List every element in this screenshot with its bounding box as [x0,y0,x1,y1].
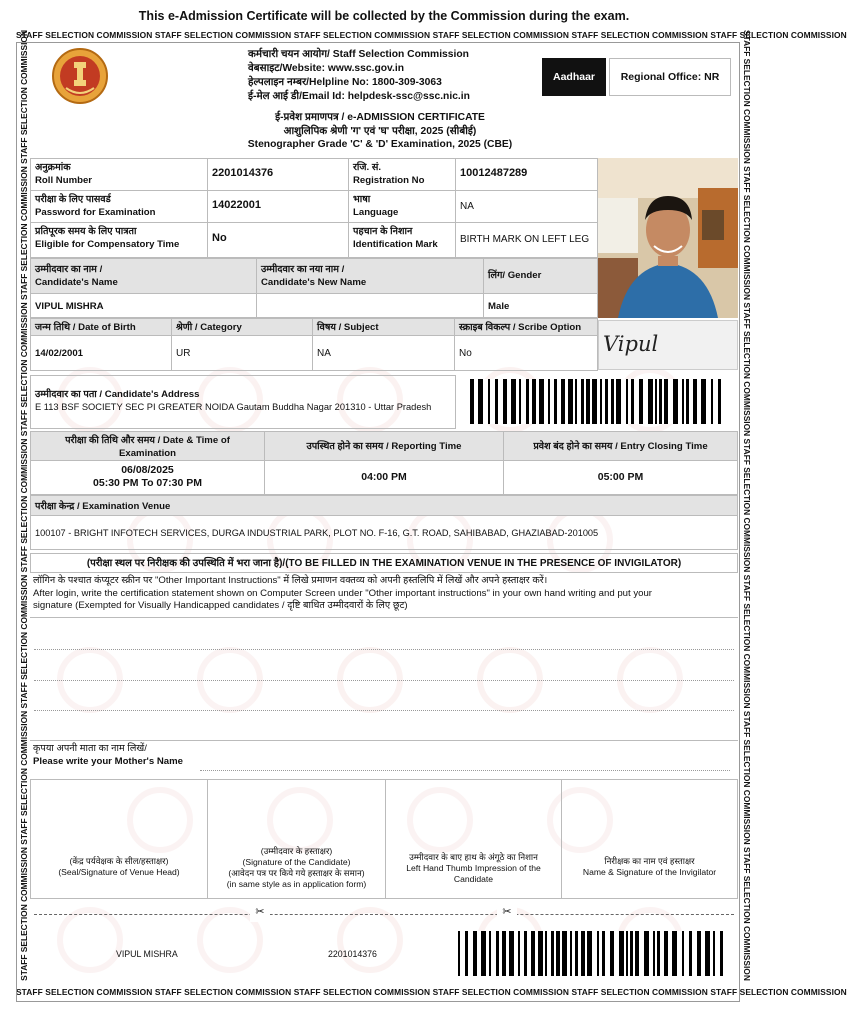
venue-value: 100107 - BRIGHT INFOTECH SERVICES, DURGA INDUSTRIAL PARK, PLOT NO. F-16, G.T. ROAD, SAHIBABAD, GHAZIABAD-201005 [35,528,599,538]
candidate-name-value: VIPUL MISHRA [35,301,104,312]
lang-label-cell [348,190,456,223]
category-value-cell [171,335,313,371]
comp-label-cell [30,222,208,258]
roll-label-hi: अनुक्रमांक [35,162,71,173]
comp-value-cell [207,222,349,258]
venue-label-cell [30,495,738,516]
reporting-time-value: 04:00 PM [361,471,407,483]
regional-office-box [609,58,731,96]
date-time-label: परीक्षा की तिथि और समय / Date & Time of Examination [65,435,230,459]
title-line-3: Stenographer Grade 'C' & 'D' Examination, 2025 (CBE) [247,139,513,150]
instruction-hi: लॉगिन के पश्चात कंप्यूटर स्क्रीन पर "Other Important Instructions" में लिखे प्रमाणन वक्तव्य को अपनी हस्तलिपि में लिखें और अपने हस्ताक्षर करें। [33,575,548,586]
barcode-top [470,379,726,424]
cand-sign-hi-2: (आवेदन पत्र पर किये गये हस्ताक्षर के समान) [228,868,365,878]
instruction-block [33,575,733,613]
invigilator-heading: (परीक्षा स्थल पर निरीक्षक की उपस्थिति में भरा जाना है)/(TO BE FILLED IN THE EXAMINATION VENUE IN THE PRESENCE OF INVIGILATOR) [86,558,682,569]
scissors-icon: ✂ [250,906,270,922]
title-line-1: ई-प्रवेश प्रमाणपत्र / e-ADMISSION CERTIFICATE [275,112,485,123]
address-cell [30,375,456,429]
thumb-label-hi: उम्मीदवार के बाए हाथ के अंगूठे का निशान [409,852,538,862]
subject-label-cell [312,318,455,336]
roll-label-cell [30,158,208,191]
dob-value: 14/02/2001 [35,348,84,359]
venue-value-cell [30,515,738,550]
reg-label-en: Registration No [353,175,425,186]
compensatory-time-value: No [212,232,227,244]
barcode-bottom [458,931,726,976]
newname-label-hi: उम्मीदवार का नया नाम / [261,264,345,275]
idmark-value-cell [455,222,598,258]
gender-label: लिंग/ Gender [488,270,542,281]
newname-label-en: Candidate's New Name [261,277,367,288]
cand-sign-hi: (उम्मीदवार के हस्ताक्षर) [260,846,333,856]
registration-no-value: 10012487289 [460,167,528,179]
venue-head-seal-box [30,779,208,899]
seal-label-hi: (केंद्र पर्यवेक्षक के सील/हस्ताक्षर) [69,856,169,866]
reporting-value-cell [264,460,504,495]
gender-value-cell [483,293,598,318]
rule-line [30,740,738,741]
date-time-label-cell [30,431,265,461]
category-value: UR [176,348,191,359]
candidate-signature-box [207,779,386,899]
comp-label-hi: प्रतिपूरक समय के लिए पात्रता [35,226,137,237]
writing-line-1 [34,649,734,650]
dob-label-cell [30,318,172,336]
thumb-impression-box [385,779,562,899]
title-line-2: आशुलिपिक श्रेणी 'ग' एवं 'घ' परीक्षा, 2025 (सीबीई) [283,125,477,137]
gender-label-cell [483,258,598,294]
footer-roll: 2201014376 [328,949,377,959]
right-band-text: STAFF SELECTION COMMISSION STAFF SELECTION COMMISSION STAFF SELECTION COMMISSION STAFF SELECTION COMMISSION STAFF SELECTION COMMISSION STAFF SELECTION COMMISSION STAFF SELECTION COMMISSION [742,30,752,981]
address-label: उम्मीदवार का पता / Candidate's Address [35,389,200,400]
venue-label: परीक्षा केन्द्र / Examination Venue [35,501,171,512]
ssc-emblem-logo [44,46,116,106]
comp-label-en: Eligible for Compensatory Time [35,239,180,250]
dob-value-cell [30,335,172,371]
scribe-label: स्क्राइब विकल्प / Scribe Option [459,322,582,333]
lang-label-en: Language [353,207,399,218]
roll-label-en: Roll Number [35,175,93,186]
gender-value: Male [488,301,510,312]
roll-value-cell [207,158,349,191]
writing-line-2 [34,680,734,681]
entry-closing-value: 05:00 PM [597,471,644,483]
subject-label: विषय / Subject [317,322,379,333]
website-line[interactable]: वेबसाइट/Website: www.ssc.gov.in [248,63,405,74]
footer-name: VIPUL MISHRA [116,949,178,959]
identification-mark-value: BIRTH MARK ON LEFT LEG [460,234,590,245]
scribe-value: No [459,348,472,359]
pwd-label-cell [30,190,208,223]
pwd-label-hi: परीक्षा के लिए पासवर्ड [35,194,111,205]
invigilator-sign-box [561,779,738,899]
regional-office-label: Regional Office: [620,71,702,83]
scissors-icon: ✂ [497,906,517,922]
category-label: श्रेणी / Category [176,322,242,333]
dob-label: जन्म तिथि / Date of Birth [35,322,136,333]
cut-line [34,914,734,915]
subject-value-cell [312,335,455,371]
rule-line [30,617,738,618]
org-line: कर्मचारी चयन आयोग/ Staff Selection Commission [248,49,469,60]
date-value-cell [30,460,265,495]
category-label-cell [171,318,313,336]
address-value: E 113 BSF SOCIETY SEC PI GREATER NOIDA Gautam Buddha Nagar 201310 - Uttar Pradesh [35,402,432,412]
barcode-gap [721,379,726,424]
invig-label-hi: निरीक्षक का नाम एवं हस्ताक्षर [604,856,695,866]
seal-label-en: (Seal/Signature of Venue Head) [58,867,180,877]
roll-number-value: 2201014376 [212,167,274,179]
left-band-text: STAFF SELECTION COMMISSION STAFF SELECTION COMMISSION STAFF SELECTION COMMISSION STAFF SELECTION COMMISSION STAFF SELECTION COMMISSION STAFF SELECTION COMMISSION STAFF SELECTION COMMISSION [19,30,29,981]
candidate-photo [598,158,738,318]
exam-time-value: 05:30 PM To 07:30 PM [93,477,202,489]
exam-date-value: 06/08/2025 [121,464,174,476]
invig-label-en: Name & Signature of the Invigilator [582,867,717,877]
mother-name-hi: कृपया अपनी माता का नाम लिखें/ [33,743,147,754]
language-value: NA [460,201,474,212]
subject-value: NA [317,348,331,359]
idmark-label-cell [348,222,456,258]
aadhaar-badge: Aadhaar [542,58,606,96]
reporting-label-cell [264,431,504,461]
reg-value-cell [455,158,598,191]
lang-value-cell [455,190,598,223]
email-line[interactable]: ई-मेल आई डी/Email Id: helpdesk-ssc@ssc.nic.in [248,91,470,102]
mother-name-line [200,770,730,771]
barcode-gap [723,931,726,976]
top-note: This e-Admission Certificate will be collected by the Commission during the exam. [138,9,630,23]
name-label-hi: उम्मीदवार का नाम / [35,264,103,275]
newname-label-cell [256,258,484,294]
password-value: 14022001 [212,199,261,211]
reg-label-hi: रजि. सं. [353,162,382,173]
entry-value-cell [503,460,738,495]
newname-value-cell [256,293,484,318]
scribe-value-cell [454,335,598,371]
entry-label-cell [503,431,738,461]
mother-name-en: Please write your Mother's Name [33,755,183,767]
instruction-en-2: signature (Exempted for Visually Handicapped candidates / दृष्टि बाधित उम्मीदवारों के लिए छूट) [33,600,408,611]
mother-name-block [33,743,433,768]
candidate-signature-image: Vipul [598,320,738,370]
name-value-cell [30,293,257,318]
right-band [739,30,755,996]
idmark-label-hi: पहचान के निशान [353,226,413,237]
helpline-line: हेल्पलाइन नम्बर/Helpline No: 1800-309-3063 [248,77,442,88]
name-label-en: Candidate's Name [35,277,118,288]
pwd-value-cell [207,190,349,223]
cand-sign-en: (Signature of the Candidate) [242,857,351,867]
reg-label-cell [348,158,456,191]
idmark-label-en: Identification Mark [353,239,438,250]
instruction-en-1: After login, write the certification statement shown on Computer Screen under "Other important instructions" in your own hand writing and put your [33,587,652,599]
entry-closing-label: प्रवेश बंद होने का समय / Entry Closing Time [533,441,708,452]
name-label-cell [30,258,257,294]
top-band-text: STAFF SELECTION COMMISSION STAFF SELECTION COMMISSION STAFF SELECTION COMMISSION STAFF SELECTION COMMISSION STAFF SELECTION COMMISSION STAFF SELECTION COMMISSION [16,30,847,40]
lang-label-hi: भाषा [353,194,371,205]
cand-sign-en-2: (in same style as in application form) [226,879,367,889]
thumb-label-en: Left Hand Thumb Impression of the Candidate [406,863,541,884]
reporting-time-label: उपस्थित होने का समय / Reporting Time [306,441,462,452]
invigilator-heading-cell [30,553,738,573]
bottom-band-text: STAFF SELECTION COMMISSION STAFF SELECTION COMMISSION STAFF SELECTION COMMISSION STAFF SELECTION COMMISSION STAFF SELECTION COMMISSION STAFF SELECTION COMMISSION [16,987,847,997]
writing-line-3 [34,710,734,711]
pwd-label-en: Password for Examination [35,207,156,218]
regional-office-value: NR [704,71,720,83]
scribe-label-cell [454,318,598,336]
